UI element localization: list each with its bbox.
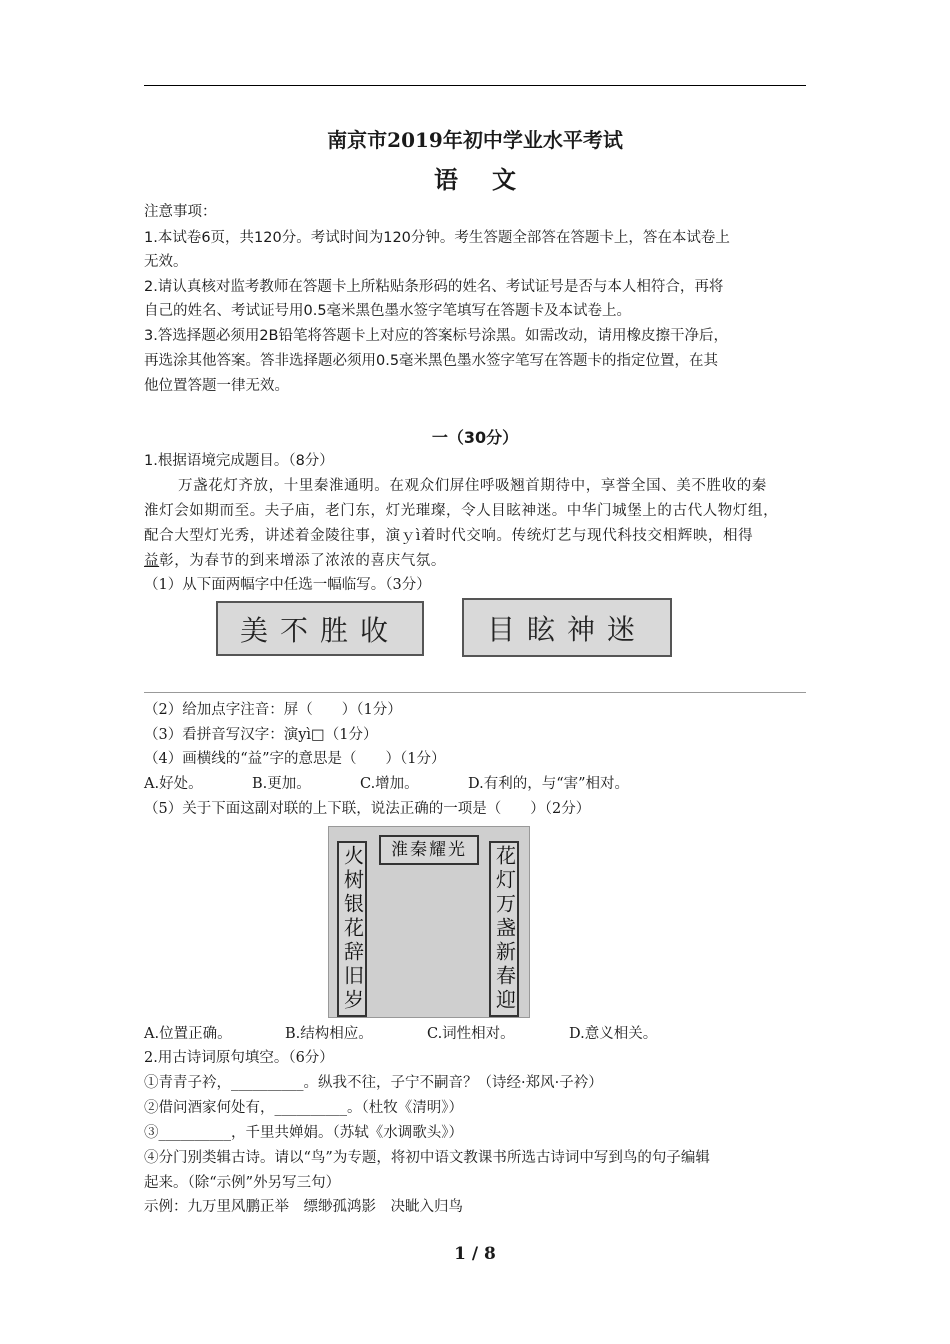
page-number: 1 / 8 [454, 1244, 496, 1264]
q1-sub5: （5）关于下面这副对联的上下联，说法正确的一项是（ ）（2分） [144, 801, 591, 817]
q1-stem: 1.根据语境完成题目。（8分） [144, 453, 334, 469]
notice-line: 再选涂其他答案。答非选择题必须用0.5毫米黑色墨水签字笔写在答题卡的指定位置，在其 [144, 353, 719, 369]
q1-sub4: （4）画横线的“益”字的意思是（ ）（1分） [144, 751, 446, 767]
notice-line: 自己的姓名、考试证号用0.5毫米黑色墨水签字笔填写在答题卡及本试卷上。 [144, 303, 632, 319]
passage-line: 配合大型灯光秀，讲述着金陵往事，演ｙì着时代交响。传统灯艺与现代科技交相辉映，相得 [144, 528, 754, 544]
q2-stem: 2.用古诗词原句填空。（6分） [144, 1050, 334, 1066]
couplet-right: 花灯万盏新春迎 [489, 841, 519, 1017]
q2-line: ②借问酒家何处有，__________。（杜牧《清明》） [144, 1100, 463, 1116]
calligraphy-sample-2: 目眩神迷 [462, 598, 672, 657]
option-a: A.位置正确。 [144, 1026, 232, 1042]
option-b: B.结构相应。 [285, 1026, 373, 1042]
notice-heading: 注意事项： [144, 204, 217, 220]
q2-line: ①青青子衿，__________。纵我不往，子宁不嗣音？（诗经·郑风·子衿） [144, 1075, 603, 1091]
calligraphy-sample-1: 美不胜收 [216, 601, 424, 656]
section-heading: 一（30分） [431, 428, 519, 447]
option-d: D.有利的，与“害”相对。 [468, 776, 630, 792]
subject-title: 语文 [434, 165, 550, 194]
couplet-horizontal: 淮秦耀光 [379, 835, 479, 865]
notice-line: 3.答选择题必须用2B铅笔将答题卡上对应的答案标号涂黑。如需改动，请用橡皮擦干净后， [144, 328, 729, 344]
q1-sub3: （3）看拼音写汉字：演yì□（1分） [144, 727, 378, 743]
option-d: D.意义相关。 [569, 1026, 658, 1042]
passage-line: 万盏花灯齐放，十里秦淮通明。在观众们屏住呼吸翘首期待中，享誉全国、美不胜收的秦 [178, 478, 767, 494]
top-rule [144, 85, 806, 86]
option-c: C.词性相对。 [427, 1026, 515, 1042]
q2-line: ④分门别类辑古诗。请以“鸟”为专题，将初中语文教课书所选古诗词中写到鸟的句子编辑 [144, 1150, 710, 1166]
q2-line: ③__________，千里共婵娟。（苏轼《水调歌头》） [144, 1125, 463, 1141]
option-c: C.增加。 [360, 776, 419, 792]
notice-line: 1.本试卷6页，共120分。考试时间为120分钟。考生答题全部答在答题卡上，答在本试卷上 [144, 230, 730, 246]
option-a: A.好处。 [144, 776, 203, 792]
q1-sub2: （2）给加点字注音：屏（ ）（1分） [144, 702, 402, 718]
notice-line: 2.请认真核对监考教师在答题卡上所粘贴条形码的姓名、考试证号是否与本人相符合，再将 [144, 279, 724, 295]
couplet-image [328, 826, 530, 1018]
q1-sub1: （1）从下面两幅字中任选一幅临写。（3分） [144, 577, 431, 593]
option-b: B.更加。 [252, 776, 311, 792]
underlined-yi: 益 [144, 553, 160, 569]
passage-line: 淮灯会如期而至。夫子庙，老门东，灯光璀璨，令人目眩神迷。中华门城堡上的古代人物灯组， [144, 503, 779, 519]
q2-example: 示例：九万里风鹏正举 缥缈孤鸿影 决眦入归鸟 [144, 1199, 463, 1215]
exam-title: 南京市2019年初中学业水平考试 [327, 128, 623, 152]
notice-line: 他位置答题一律无效。 [144, 378, 289, 394]
passage-line-4: 益彰，为春节的到来增添了浓浓的喜庆气氛。 [144, 553, 447, 569]
notice-line: 无效。 [144, 254, 188, 270]
answer-rule [144, 692, 806, 693]
q2-line: 起来。（除“示例”外另写三句） [144, 1175, 341, 1191]
couplet-left: 火树银花辞旧岁 [337, 841, 367, 1017]
